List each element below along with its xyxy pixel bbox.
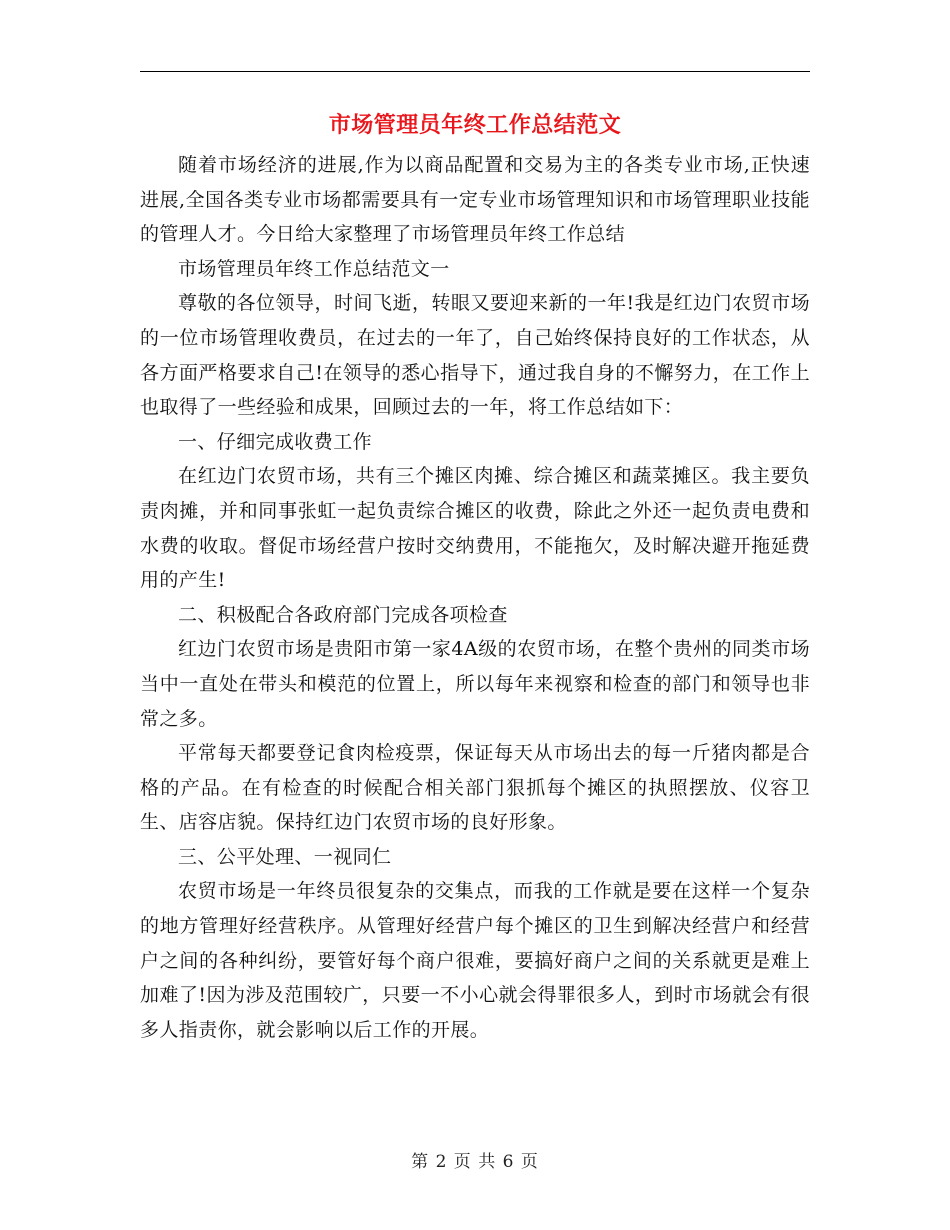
section-heading-fairness: 三、公平处理、一视同仁 bbox=[178, 845, 392, 868]
paragraph-fairness: 农贸市场是一年终员很复杂的交集点，而我的工作就是要在这样一个复杂的地方管理好经营秩序。从管理好经营户每个摊区的卫生到解决经营户和经营户之间的各种纠纷，要管好每个商户很难，要搞好商户之间的关系就更是难上加难了!因为涉及范围较广，只要一不小心就会得罪很多人，到时市场就会有很多人指责你，就会影响以后工作的开展。 bbox=[140, 880, 810, 1041]
document-body bbox=[140, 148, 810, 1047]
paragraph-intro: 随着市场经济的进展,作为以商品配置和交易为主的各类专业市场,正快速进展,全国各类专业市场都需要具有一定专业市场管理知识和市场管理职业技能的管理人才。今日给大家整理了市场管理员年终工作总结 bbox=[140, 154, 810, 246]
section-heading-inspections: 二、积极配合各政府部门完成各项检查 bbox=[178, 603, 508, 626]
paragraph-market-status: 红边门农贸市场是贵阳市第一家4A级的农贸市场，在整个贵州的同类市场当中一直处在带头和模范的位置上，所以每年来视察和检查的部门和领导也非常之多。 bbox=[140, 638, 810, 730]
header-rule bbox=[140, 71, 810, 72]
section-heading-fee-collection: 一、仔细完成收费工作 bbox=[178, 430, 373, 453]
document-title: 市场管理员年终工作总结范文 bbox=[328, 112, 622, 138]
section-heading-sample-one: 市场管理员年终工作总结范文一 bbox=[178, 257, 450, 280]
paragraph-daily-inspection: 平常每天都要登记食肉检疫票，保证每天从市场出去的每一斤猪肉都是合格的产品。在有检查的时候配合相关部门狠抓每个摊区的执照摆放、仪容卫生、店容店貌。保持红边门农贸市场的良好形象。 bbox=[140, 742, 810, 834]
paragraph-fee-collection: 在红边门农贸市场，共有三个摊区肉摊、综合摊区和蔬菜摊区。我主要负责肉摊，并和同事张虹一起负责综合摊区的收费，除此之外还一起负责电费和水费的收取。督促市场经营户按时交纳费用，不能拖欠，及时解决避开拖延费用的产生! bbox=[140, 465, 810, 592]
paragraph-greeting: 尊敬的各位领导，时间飞逝，转眼又要迎来新的一年!我是红边门农贸市场的一位市场管理收费员，在过去的一年了，自己始终保持良好的工作状态，从各方面严格要求自己!在领导的悉心指导下，通过我自身的不懈努力，在工作上也取得了一些经验和成果，回顾过去的一年，将工作总结如下： bbox=[140, 292, 810, 419]
page-number: 第 2 页 共 6 页 bbox=[411, 1152, 539, 1172]
